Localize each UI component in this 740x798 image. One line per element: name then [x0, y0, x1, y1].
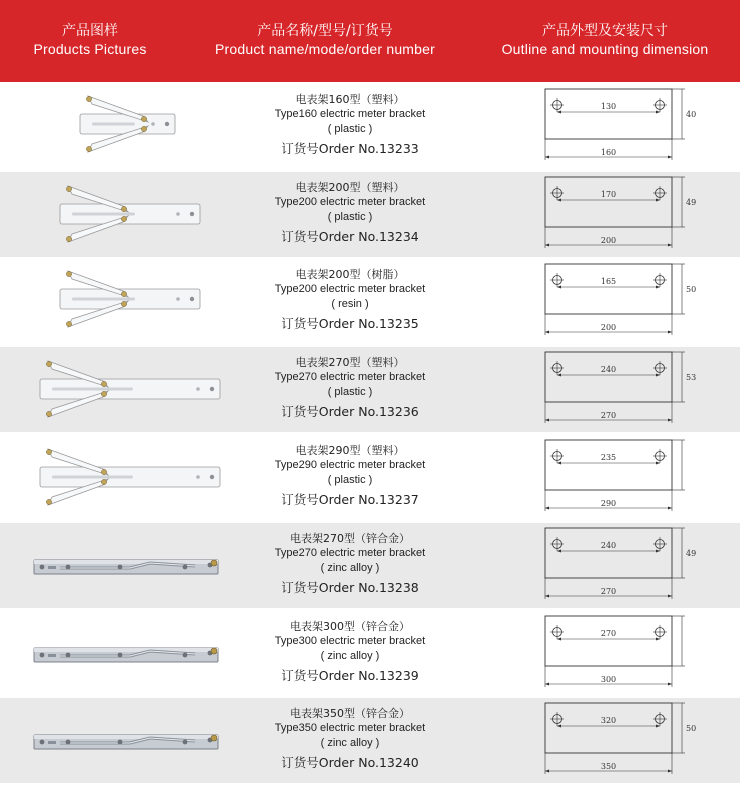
dimension-drawing — [535, 84, 695, 169]
product-picture — [20, 347, 235, 432]
overall-width-label: 290 — [600, 499, 617, 508]
overall-height-label: 49 — [686, 549, 697, 558]
hole-spacing-label: 165 — [600, 277, 617, 286]
product-name-cn: 电表架300型（锌合金） — [290, 620, 410, 633]
product-row — [0, 611, 740, 696]
product-row — [0, 523, 740, 608]
product-name-cn: 电表架200型（塑料） — [295, 181, 405, 194]
product-description — [235, 355, 465, 422]
dimension-drawing — [535, 172, 695, 257]
product-description — [235, 267, 465, 334]
product-material: ( resin ) — [331, 298, 369, 310]
product-picture — [20, 259, 235, 344]
product-material: ( plastic ) — [327, 123, 373, 135]
hole-spacing-label: 320 — [600, 716, 617, 725]
product-material: ( zinc alloy ) — [320, 562, 380, 574]
product-material: ( zinc alloy ) — [320, 650, 380, 662]
dimension-drawing — [535, 698, 695, 783]
product-order-number: 订货号Order No.13240 — [281, 755, 419, 770]
header-pictures-en: Products Pictures — [33, 41, 147, 57]
product-picture — [20, 84, 235, 169]
product-order-number: 订货号Order No.13234 — [281, 229, 419, 244]
product-picture — [20, 611, 235, 696]
product-name-cn: 电表架270型（塑料） — [295, 356, 405, 369]
product-order-number: 订货号Order No.13239 — [281, 668, 419, 683]
product-name-en: Type270 electric meter bracket — [274, 371, 426, 383]
header-dimension-cn: 产品外型及安装尺寸 — [542, 23, 668, 39]
table-header — [0, 0, 740, 82]
product-order-number: 订货号Order No.13237 — [281, 492, 419, 507]
product-name-en: Type350 electric meter bracket — [274, 722, 426, 734]
header-product-name-en: Product name/mode/order number — [215, 41, 435, 57]
product-description — [235, 443, 465, 510]
hole-spacing-label: 235 — [600, 453, 617, 462]
product-picture — [20, 698, 235, 783]
product-row — [0, 84, 740, 169]
overall-height-label: 49 — [686, 198, 697, 207]
product-material: ( plastic ) — [327, 474, 373, 486]
overall-width-label: 270 — [600, 587, 617, 596]
dimension-drawing — [535, 523, 695, 608]
product-name-cn: 电表架350型（锌合金） — [290, 707, 410, 720]
hole-spacing-label: 170 — [600, 190, 617, 199]
overall-width-label: 270 — [600, 411, 617, 420]
product-row — [0, 172, 740, 257]
header-dimension-en: Outline and mounting dimension — [501, 41, 709, 57]
overall-width-label: 160 — [600, 148, 617, 157]
hole-spacing-label: 270 — [600, 629, 617, 638]
overall-height-label: 53 — [686, 373, 697, 382]
product-material: ( zinc alloy ) — [320, 737, 380, 749]
overall-height-label: 40 — [686, 110, 697, 119]
product-picture — [20, 523, 235, 608]
product-description — [235, 531, 465, 598]
dimension-drawing — [535, 259, 695, 344]
overall-height-label: 50 — [686, 285, 697, 294]
product-order-number: 订货号Order No.13235 — [281, 316, 419, 331]
product-name-en: Type200 electric meter bracket — [274, 283, 426, 295]
product-name-en: Type290 electric meter bracket — [274, 459, 426, 471]
product-description — [235, 619, 465, 686]
product-description — [235, 92, 465, 159]
product-order-number: 订货号Order No.13236 — [281, 404, 419, 419]
product-name-en: Type300 electric meter bracket — [274, 635, 426, 647]
product-picture — [20, 172, 235, 257]
header-product-name — [200, 22, 450, 58]
header-pictures — [0, 22, 180, 58]
overall-width-label: 200 — [600, 236, 617, 245]
product-description — [235, 180, 465, 247]
overall-height-label: 50 — [686, 724, 697, 733]
header-product-name-cn: 产品名称/型号/订货号 — [257, 23, 393, 39]
hole-spacing-label: 130 — [600, 102, 617, 111]
overall-width-label: 300 — [600, 675, 617, 684]
product-row — [0, 347, 740, 432]
product-name-en: Type270 electric meter bracket — [274, 547, 426, 559]
product-order-number: 订货号Order No.13238 — [281, 580, 419, 595]
hole-spacing-label: 240 — [600, 541, 617, 550]
product-material: ( plastic ) — [327, 211, 373, 223]
dimension-drawing — [535, 347, 695, 432]
product-name-cn: 电表架290型（塑料） — [295, 444, 405, 457]
product-name-cn: 电表架160型（塑料） — [295, 93, 405, 106]
product-row — [0, 698, 740, 783]
header-pictures-cn: 产品图样 — [62, 23, 118, 39]
product-name-en: Type160 electric meter bracket — [274, 108, 426, 120]
product-name-cn: 电表架270型（锌合金） — [290, 532, 410, 545]
hole-spacing-label: 240 — [600, 365, 617, 374]
header-dimension — [470, 22, 740, 58]
product-row — [0, 259, 740, 344]
dimension-drawing — [535, 435, 695, 520]
product-description — [235, 706, 465, 773]
dimension-drawing — [535, 611, 695, 696]
product-name-en: Type200 electric meter bracket — [274, 196, 426, 208]
product-picture — [20, 435, 235, 520]
product-name-cn: 电表架200型（树脂） — [295, 268, 405, 281]
overall-width-label: 200 — [600, 323, 617, 332]
product-material: ( plastic ) — [327, 386, 373, 398]
product-order-number: 订货号Order No.13233 — [281, 141, 419, 156]
overall-width-label: 350 — [600, 762, 617, 771]
product-row — [0, 435, 740, 520]
